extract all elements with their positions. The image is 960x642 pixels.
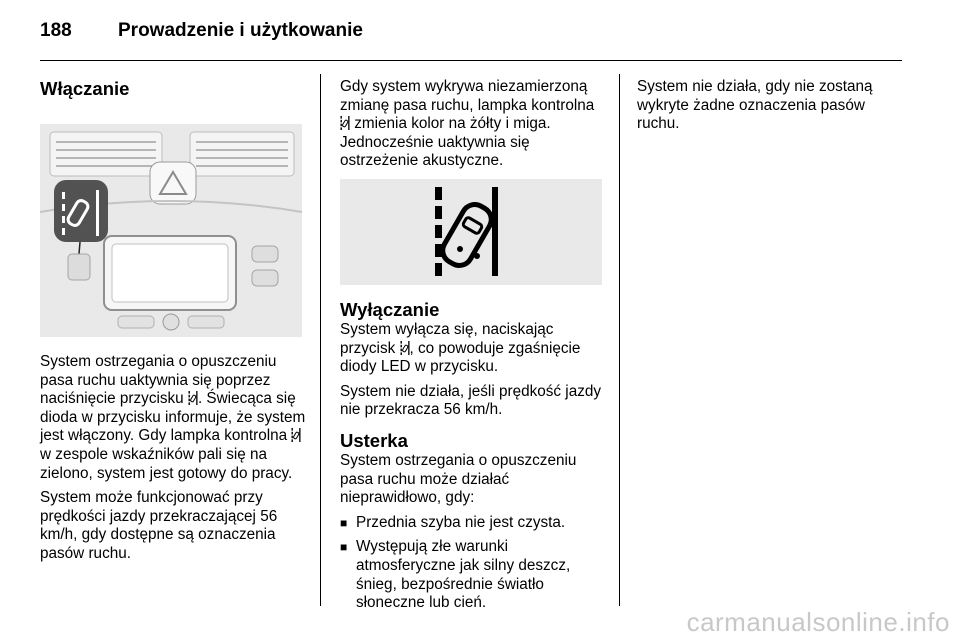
lane-departure-icon [188,391,198,405]
column-1 [40,78,308,570]
chapter-title: Prowadzenie i użytkowanie [118,20,363,41]
paragraph-speed-limit: System nie działa, jeśli prędkość jazdy nie przekracza 56 km/h. [340,382,602,419]
page-number: 188 [40,20,72,41]
paragraph-no-markings: System nie działa, gdy nie zostaną wykryte żadne oznaczenia pasów ruchu. [637,78,873,133]
list-item: ■ Przednia szyba nie jest czysta. [340,513,566,531]
lane-departure-icon [291,428,301,442]
paragraph-fault: System ostrzegania o opuszczeniu pasa ruchu może działać nieprawidłowo, gdy: [340,451,577,507]
page-header [40,18,902,61]
lane-departure-warning-symbol-figure [340,179,602,285]
dashboard-console-illustration [40,124,302,337]
paragraph-speed-condition: System może funkcjonować przy prędkości jazdy przekraczającej 56 km/h, gdy dostępne są oznaczenia pasów ruchu. [40,489,278,562]
lane-departure-icon [400,341,410,355]
column-3 [637,78,902,140]
fault-conditions-list [340,514,608,613]
lane-departure-icon [340,116,350,130]
paragraph-warning: Gdy system wykrywa niezamierzoną zmianę pasa ruchu, lampka kontrolna zmienia kolor na żółty i miga. Jednocześnie uaktywnia się ostrzeżenie akustyczne. [340,78,595,170]
column-divider [619,74,620,606]
column-2 [340,78,608,619]
paragraph-deactivation: System wyłącza się, naciskając przycisk , co powoduje zgaśnięcie diody LED w przycisku. [340,320,581,376]
column-divider [320,74,321,606]
section-heading-fault: Usterka [340,429,408,451]
section-heading-on: Włączanie [40,78,130,99]
paragraph-activation: System ostrzegania o opuszczeniu pasa ruchu uaktywnia się poprzez naciśnięcie przycisku . Świecąca się dioda w przycisku informuje, że system jest włączony. Gdy lampka kontrolna w zespole wskaźników pali się na zielono, system jest gotowy do pracy. [40,353,306,482]
section-heading-off: Wyłączanie [340,298,440,320]
watermark: carmanualsonline.info [686,607,950,637]
list-item: ■ Występują złe warunki atmosferyczne jak silny deszcz, śnieg, bezpośrednie światło słoneczne lub cień. [340,538,571,612]
